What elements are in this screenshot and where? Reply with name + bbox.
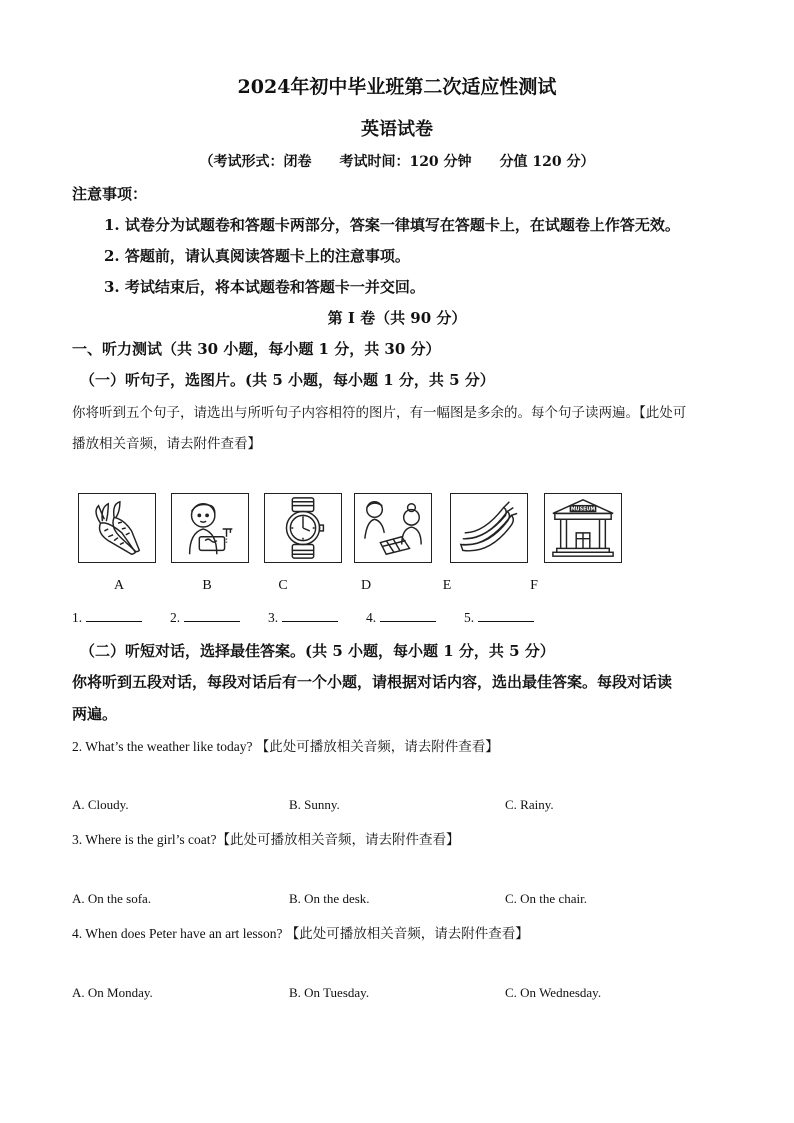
picture-c	[264, 493, 342, 563]
note-item-2: 2. 答题前，请认真阅读答题卡上的注意事项。	[104, 247, 410, 265]
picture-label-c: C	[278, 578, 288, 593]
q3-option-a[interactable]: A. On the sofa.	[72, 891, 152, 906]
answer-blank-5[interactable]: 5.	[464, 609, 534, 626]
answer-blank-4[interactable]: 4.	[366, 609, 436, 626]
carrots-icon	[79, 494, 155, 562]
volume-title: 第 I 卷（共 90 分）	[327, 309, 467, 327]
question-4: 4. When does Peter have an art lesson? 【此处可播放相关音频，请去附件查看】	[72, 926, 529, 941]
picture-label-a: A	[113, 578, 125, 593]
part1-instruction-line2: 播放相关音频，请去附件查看】	[72, 436, 261, 452]
part1-heading: （一）听句子，选图片。(共 5 小题，每小题 1 分，共 5 分）	[80, 371, 495, 389]
note-item-3: 3. 考试结束后，将本试题卷和答题卡一并交回。	[104, 278, 425, 296]
picture-label-e: E	[442, 578, 452, 593]
page-title: 2024年初中毕业班第二次适应性测试	[237, 76, 557, 98]
picture-b	[171, 493, 249, 563]
q4-option-b[interactable]: B. On Tuesday.	[289, 985, 370, 1000]
picture-d	[354, 493, 432, 563]
answer-blank-3[interactable]: 3.	[268, 609, 338, 626]
picture-a	[78, 493, 156, 563]
picture-label-b: B	[202, 578, 212, 593]
note-item-1: 1. 试卷分为试题卷和答题卡两部分，答案一律填写在答题卡上，在试题卷上作答无效。	[104, 216, 680, 234]
answer-blank-1[interactable]: 1.	[72, 609, 142, 626]
q2-option-c[interactable]: C. Rainy.	[505, 797, 554, 812]
part2-instruction-line2: 两遍。	[72, 705, 118, 723]
bananas-icon	[451, 494, 527, 562]
picture-label-d: D	[360, 578, 372, 593]
q3-option-b[interactable]: B. On the desk.	[289, 891, 370, 906]
q3-option-c[interactable]: C. On the chair.	[505, 891, 587, 906]
wristwatch-icon	[265, 494, 341, 562]
boy-washing-hands-icon	[172, 494, 248, 562]
section1-heading: 一、听力测试（共 30 小题，每小题 1 分，共 30 分）	[72, 340, 441, 358]
museum-sign: MUSEUM	[570, 506, 596, 513]
notes-heading: 注意事项：	[72, 185, 148, 203]
q2-option-a[interactable]: A. Cloudy.	[72, 797, 129, 812]
q4-option-c[interactable]: C. On Wednesday.	[505, 985, 602, 1000]
picture-label-f: F	[530, 578, 538, 593]
exam-info: （考试形式：闭卷 考试时间：120 分钟 分值 120 分）	[199, 154, 595, 170]
part2-instruction-line1: 你将听到五段对话，每段对话后有一个小题，请根据对话内容，选出最佳答案。每段对话读	[72, 673, 673, 691]
question-2: 2. What’s the weather like today? 【此处可播放相关音频，请去附件查看】	[72, 739, 499, 754]
kids-playing-chess-icon	[355, 494, 431, 562]
picture-e	[450, 493, 528, 563]
part2-heading: （二）听短对话，选择最佳答案。(共 5 小题，每小题 1 分，共 5 分）	[80, 642, 555, 660]
picture-f	[544, 493, 622, 563]
part1-instruction-line1: 你将听到五个句子，请选出与所听句子内容相符的图片，有一幅图是多余的。每个句子读两遍。【此处可	[72, 405, 687, 421]
page-subtitle: 英语试卷	[361, 119, 433, 140]
question-3: 3. Where is the girl’s coat?【此处可播放相关音频，请去附件查看】	[72, 832, 460, 847]
museum-icon	[545, 494, 621, 562]
q2-option-b[interactable]: B. Sunny.	[289, 797, 340, 812]
answer-blank-2[interactable]: 2.	[170, 609, 240, 626]
q4-option-a[interactable]: A. On Monday.	[72, 985, 153, 1000]
